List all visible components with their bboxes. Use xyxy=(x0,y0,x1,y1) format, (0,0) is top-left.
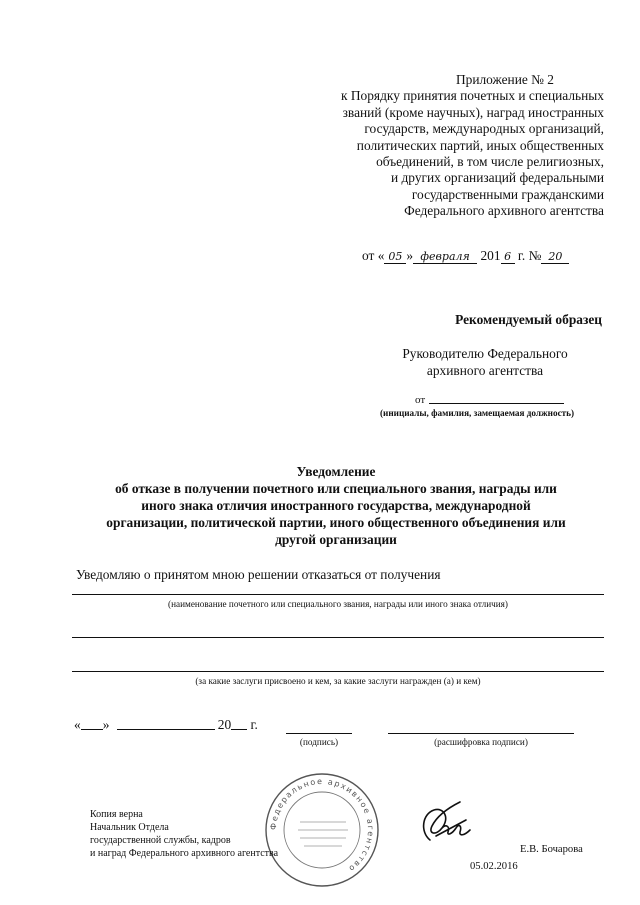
decoding-caption: (расшифровка подписи) xyxy=(434,737,528,747)
order-year-prefix: 201 xyxy=(477,248,501,263)
notice-line: об отказе в получении почетного или специального звания, награды или xyxy=(115,481,557,496)
order-number-handwritten: 20 xyxy=(541,250,569,264)
order-number-label: г. № xyxy=(514,248,542,263)
stamp-ring-text: Федеральное архивное агентство xyxy=(268,776,376,875)
certification-line: Начальник Отдела xyxy=(90,822,169,833)
from-label: от xyxy=(415,394,426,406)
certification-line: государственной службы, кадров xyxy=(90,835,231,846)
from-row xyxy=(415,394,564,406)
order-day-handwritten: 05 xyxy=(384,250,406,264)
appendix-header xyxy=(284,72,604,220)
sign-row xyxy=(74,717,258,733)
order-date-prefix: от « xyxy=(362,248,385,263)
addressee-block xyxy=(360,345,610,379)
addressee-line: архивного агентства xyxy=(426,363,544,378)
signature-blank-line xyxy=(286,733,352,734)
decoding-blank-line xyxy=(388,733,574,734)
order-year-digit-handwritten: 6 xyxy=(501,250,515,264)
order-date-line xyxy=(362,248,569,264)
sample-label: Рекомендуемый образец xyxy=(455,312,602,327)
merit-blank-line-1 xyxy=(72,637,604,638)
appendix-line: к Порядку принятия почетных и специальных xyxy=(341,88,604,104)
sign-quote-close: » xyxy=(102,717,110,732)
from-caption: (инициалы, фамилия, замещаемая должность) xyxy=(380,408,575,418)
svg-text:Федеральное архивное агентство xyxy=(269,777,375,874)
official-stamp xyxy=(262,770,382,895)
order-month-handwritten: февраля xyxy=(413,250,477,264)
sign-year-blank xyxy=(231,729,247,730)
certification-line: и наград Федерального архивного агентства xyxy=(90,848,279,859)
notice-line: иного знака отличия иностранного государства, международной xyxy=(141,498,531,513)
appendix-line: объединений, в том числе религиозных, xyxy=(376,154,604,170)
notice-title: Уведомление xyxy=(296,464,376,479)
from-blank-line xyxy=(429,403,564,404)
award-blank-line xyxy=(72,594,604,595)
sign-year-prefix: 20 xyxy=(217,717,232,732)
signature-caption: (подпись) xyxy=(299,737,339,747)
award-caption: (наименование почетного или специального звания, награды или иного знака отличия) xyxy=(168,599,508,609)
sign-quote-open: « xyxy=(74,717,81,732)
notice-line: другой организации xyxy=(275,532,397,547)
appendix-line: и других организаций федеральными xyxy=(390,170,604,186)
appendix-line: Федерального архивного агентства xyxy=(404,203,604,219)
notice-line: организации, политической партии, иного общественного объединения или xyxy=(106,515,566,530)
signatory-name: Е.В. Бочарова xyxy=(520,844,583,855)
appendix-line: государств, международных организаций, xyxy=(364,121,604,137)
sign-day-blank xyxy=(81,729,103,730)
statement-text: Уведомляю о принятом мною решении отказаться от получения xyxy=(76,567,441,582)
certification-date: 05.02.2016 xyxy=(470,861,518,872)
addressee-line: Руководителю Федерального xyxy=(402,346,568,361)
merit-blank-line-2 xyxy=(72,671,604,672)
appendix-line: званий (кроме научных), наград иностранных xyxy=(342,104,604,120)
appendix-title: Приложение № 2 xyxy=(455,72,554,87)
appendix-line: политических партий, иных общественных xyxy=(356,137,604,153)
notice-heading xyxy=(56,463,616,548)
merit-caption: (за какие заслуги присвоено и кем, за какие заслуги награжден (а) и кем) xyxy=(195,676,481,686)
appendix-line: государственными гражданскими xyxy=(411,186,604,202)
sign-month-blank xyxy=(117,729,215,730)
certification-block xyxy=(90,808,278,860)
certification-line: Копия верна xyxy=(90,809,143,820)
order-date-quote: » xyxy=(406,248,414,263)
sign-year-g: г. xyxy=(247,717,258,732)
handwritten-signature xyxy=(416,796,476,857)
